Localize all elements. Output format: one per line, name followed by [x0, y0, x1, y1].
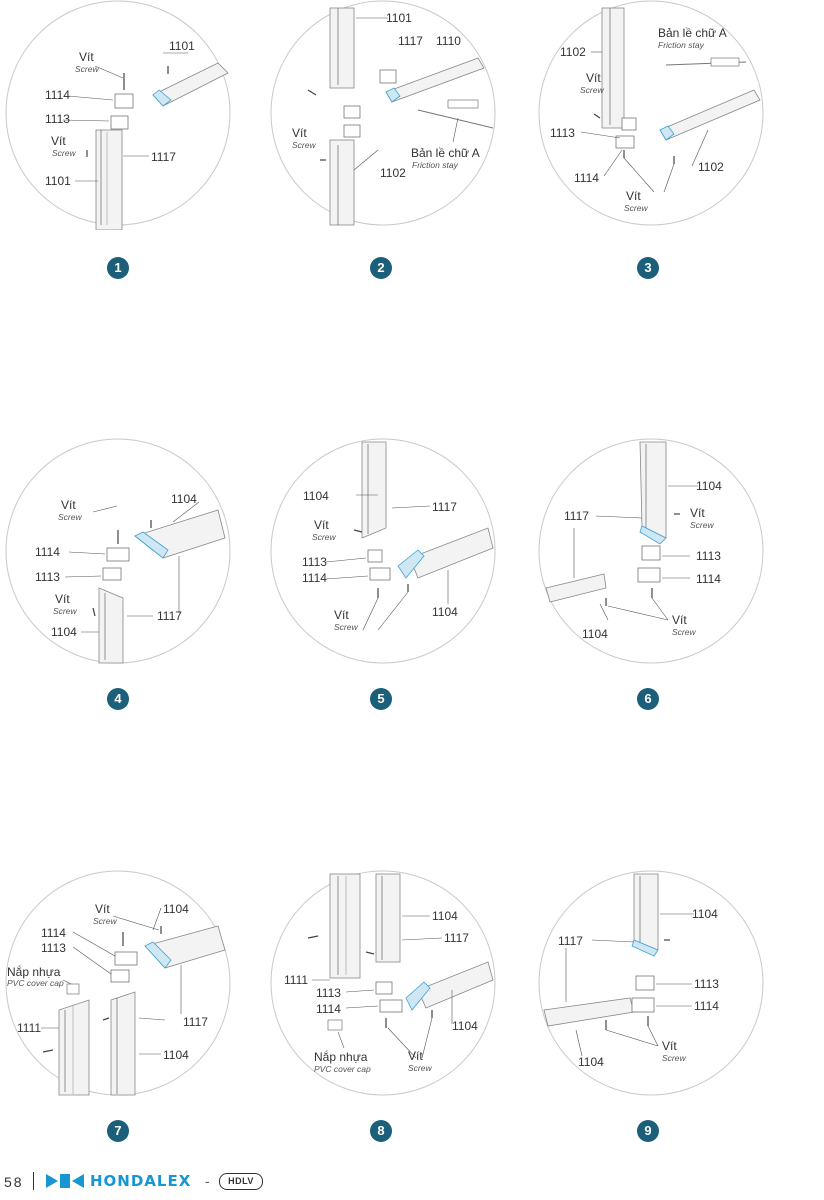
footer-divider — [33, 1172, 34, 1190]
label-1114: 1114 — [574, 171, 599, 185]
label-1101-top: 1101 — [169, 39, 195, 53]
label-1102: 1102 — [380, 166, 406, 180]
label-1117: 1117 — [564, 509, 589, 523]
label-1114: 1114 — [41, 926, 66, 940]
label-1111: 1111 — [284, 973, 309, 987]
step-badge-3: 3 — [637, 257, 659, 279]
label-1104-bottom: 1104 — [432, 605, 458, 619]
screw-label-en-2: Screw — [624, 203, 648, 213]
screw-label-en: Screw — [292, 140, 316, 150]
step-badge-9: 9 — [637, 1120, 659, 1142]
panel-5 — [268, 438, 498, 668]
label-1111: 1111 — [17, 1021, 42, 1035]
label-1110: 1110 — [436, 34, 461, 48]
label-1104-top: 1104 — [692, 907, 718, 921]
screw-label-en-2: Screw — [672, 627, 696, 637]
screw-label-vi: Vít — [292, 126, 307, 140]
hdlv-logo: HDLV — [219, 1173, 263, 1190]
screw-label-en: Screw — [75, 64, 99, 74]
screw-label-vi: Vít — [95, 902, 110, 916]
label-1114: 1114 — [316, 1002, 341, 1016]
panel-9 — [536, 870, 766, 1100]
label-1113: 1113 — [41, 941, 66, 955]
screw-label-vi: Vít — [408, 1049, 423, 1063]
panel-1 — [3, 0, 233, 230]
detail-circle-2 — [268, 0, 498, 230]
screw-label-vi: Vít — [79, 50, 94, 64]
label-1117: 1117 — [398, 34, 423, 48]
label-1104-bottom: 1104 — [163, 1048, 189, 1062]
detail-circle-3 — [536, 0, 766, 230]
screw-label-vi: Vít — [662, 1039, 677, 1053]
label-1113: 1113 — [316, 986, 341, 1000]
label-1117: 1117 — [558, 934, 583, 948]
panel-6 — [536, 438, 766, 668]
label-1117: 1117 — [151, 150, 176, 164]
label-1104-bottom: 1104 — [51, 625, 77, 639]
screw-label-en: Screw — [690, 520, 714, 530]
cover-cap-label-vi: Nắp nhựa — [314, 1050, 368, 1064]
screw-label-en: Screw — [408, 1063, 432, 1073]
label-1114: 1114 — [302, 571, 327, 585]
screw-label-vi-2: Vít — [55, 592, 70, 606]
friction-stay-label-vi: Bản lề chữ A — [411, 146, 480, 160]
page-number: 58 — [4, 1174, 24, 1190]
step-badge-7: 7 — [107, 1120, 129, 1142]
detail-circle-6 — [536, 438, 766, 668]
screw-label-en-2: Screw — [52, 148, 76, 158]
label-1104-top: 1104 — [163, 902, 189, 916]
step-badge-4: 4 — [107, 688, 129, 710]
label-1114: 1114 — [45, 88, 70, 102]
screw-label-vi-2: Vít — [672, 613, 687, 627]
screw-label-vi: Vít — [61, 498, 76, 512]
label-1102-top: 1102 — [560, 45, 586, 59]
panel-7 — [3, 870, 233, 1100]
label-1102-right: 1102 — [698, 160, 724, 174]
hondalex-logo-icon — [44, 1172, 86, 1190]
screw-label-vi-2: Vít — [334, 608, 349, 622]
label-1104-bottom: 1104 — [452, 1019, 478, 1033]
label-1104-top: 1104 — [171, 492, 197, 506]
label-1104-top: 1104 — [696, 479, 722, 493]
label-1117: 1117 — [432, 500, 457, 514]
label-1114: 1114 — [694, 999, 719, 1013]
page-footer — [0, 1164, 824, 1200]
label-1104-bottom: 1104 — [582, 627, 608, 641]
detail-circle-5 — [268, 438, 498, 668]
screw-label-vi-2: Vít — [626, 189, 641, 203]
step-badge-6: 6 — [637, 688, 659, 710]
friction-stay-label-vi: Bản lề chữ A — [658, 26, 727, 40]
cover-cap-label-en: PVC cover cap — [314, 1064, 371, 1074]
cover-cap-label-vi: Nắp nhựa — [7, 965, 61, 979]
label-1117: 1117 — [157, 609, 182, 623]
step-badge-8: 8 — [370, 1120, 392, 1142]
screw-label-en-2: Screw — [53, 606, 77, 616]
screw-label-en: Screw — [662, 1053, 686, 1063]
label-1117: 1117 — [444, 931, 469, 945]
screw-label-en: Screw — [93, 916, 117, 926]
label-1117: 1117 — [183, 1015, 208, 1029]
cover-cap-label-en: PVC cover cap — [7, 978, 64, 988]
step-badge-5: 5 — [370, 688, 392, 710]
label-1104-top: 1104 — [303, 489, 329, 503]
panel-4 — [3, 438, 233, 668]
label-1113: 1113 — [550, 126, 575, 140]
screw-label-en-2: Screw — [334, 622, 358, 632]
screw-label-vi: Vít — [690, 506, 705, 520]
screw-label-vi: Vít — [586, 71, 601, 85]
label-1113: 1113 — [45, 112, 70, 126]
label-1113: 1113 — [302, 555, 327, 569]
brand-name: HONDALEX — [90, 1172, 192, 1190]
label-1113: 1113 — [696, 549, 721, 563]
detail-circle-9 — [536, 870, 766, 1100]
screw-label-en: Screw — [580, 85, 604, 95]
footer-dash: - — [205, 1173, 210, 1189]
friction-stay-label-en: Friction stay — [412, 160, 458, 170]
panel-2 — [268, 0, 498, 230]
label-1101: 1101 — [386, 11, 412, 25]
label-1114: 1114 — [696, 572, 721, 586]
screw-label-en: Screw — [58, 512, 82, 522]
label-1104-top: 1104 — [432, 909, 458, 923]
detail-circle-1 — [3, 0, 233, 230]
screw-label-en: Screw — [312, 532, 336, 542]
label-1113: 1113 — [35, 570, 60, 584]
panel-8 — [268, 870, 498, 1100]
step-badge-1: 1 — [107, 257, 129, 279]
screw-label-vi-2: Vít — [51, 134, 66, 148]
label-1104-bottom: 1104 — [578, 1055, 604, 1069]
label-1114: 1114 — [35, 545, 60, 559]
label-1113: 1113 — [694, 977, 719, 991]
panel-3 — [536, 0, 766, 230]
friction-stay-label-en: Friction stay — [658, 40, 704, 50]
step-badge-2: 2 — [370, 257, 392, 279]
screw-label-vi: Vít — [314, 518, 329, 532]
label-1101-bottom: 1101 — [45, 174, 71, 188]
